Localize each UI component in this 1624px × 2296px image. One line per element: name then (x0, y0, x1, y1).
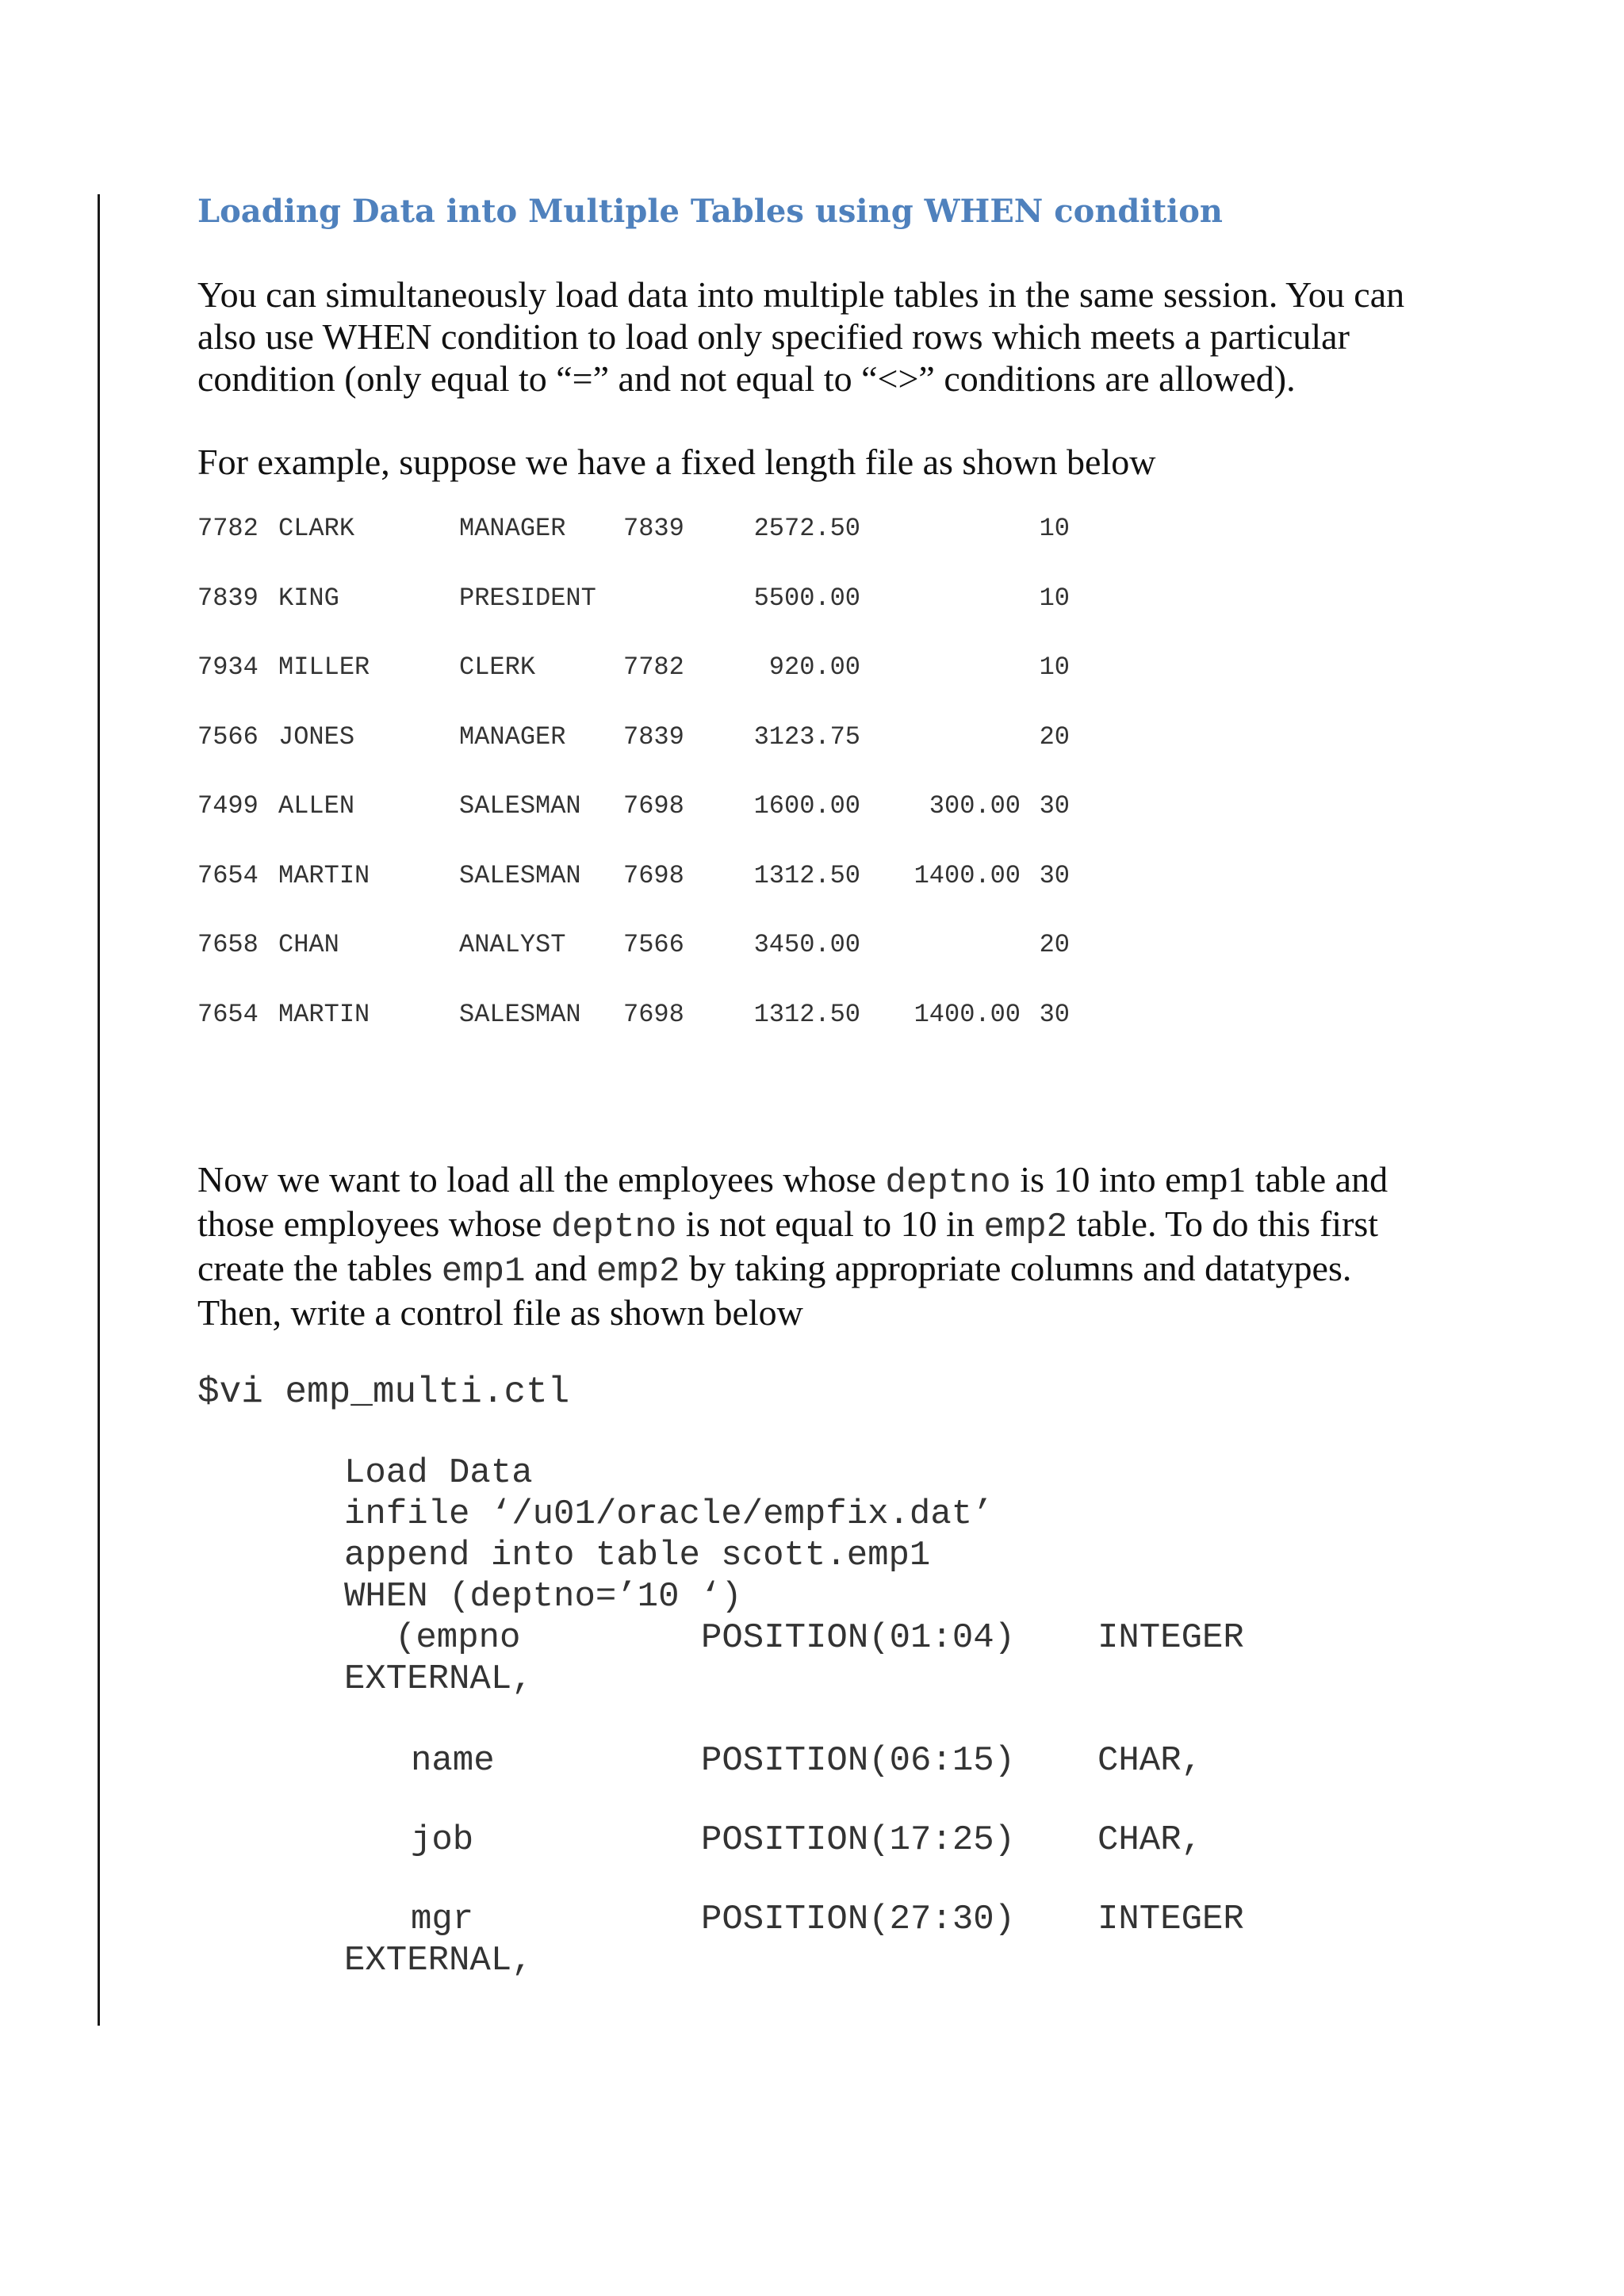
explanation-paragraph (197, 1158, 1388, 1336)
table-row (197, 930, 1070, 1000)
cell-mgr: 7698 (623, 860, 684, 890)
cell-sal: 3450.00 (753, 930, 860, 959)
ctl-field-type: CHAR, (1097, 1820, 1203, 1860)
ctl-field-name: name (411, 1741, 495, 1781)
ctl-when: WHEN (deptno=’10 ‘) (344, 1577, 742, 1617)
cell-deptno: 20 (1039, 721, 1070, 752)
cell-name: CHAN (278, 930, 339, 959)
table-row (197, 514, 1070, 584)
table-row (197, 584, 1070, 653)
cell-deptno: 20 (1039, 930, 1070, 959)
intro-line: condition (only equal to “=” and not equal to “<>” conditions are allowed). (197, 358, 1296, 399)
ctl-field-type: CHAR, (1097, 1741, 1203, 1781)
section-heading: Loading Data into Multiple Tables using WHEN condition (197, 193, 1224, 230)
cell-deptno: 30 (1039, 860, 1070, 890)
cell-deptno: 10 (1039, 652, 1070, 682)
cell-mgr: 7698 (623, 791, 684, 821)
table-row (197, 652, 1070, 722)
ctl-field-name: mgr (411, 1900, 474, 1939)
table-row (197, 722, 1070, 792)
cell-empno: 7654 (197, 999, 259, 1029)
fixed-length-file (197, 514, 1070, 1069)
intro-paragraph (197, 274, 1404, 400)
cell-deptno: 10 (1039, 583, 1070, 613)
cell-job: MANAGER (459, 514, 566, 543)
cell-mgr: 7782 (623, 652, 684, 682)
cell-empno: 7839 (197, 583, 259, 613)
cell-name: KING (278, 583, 339, 613)
cell-sal: 1312.50 (753, 860, 860, 890)
table-row (197, 791, 1070, 861)
cell-sal: 1600.00 (753, 791, 860, 821)
cell-empno: 7934 (197, 652, 259, 682)
cell-name: MILLER (278, 652, 370, 682)
cell-empno: 7654 (197, 860, 259, 890)
intro-line: also use WHEN condition to load only specified rows which meets a particular (197, 316, 1350, 357)
explanation-line: Now we want to load all the employees whose deptno is 10 into emp1 table and (197, 1159, 1388, 1203)
cell-empno: 7566 (197, 721, 259, 752)
ctl-field-name: job (411, 1820, 474, 1860)
cell-deptno: 10 (1039, 514, 1070, 543)
cell-job: SALESMAN (459, 860, 581, 890)
example-text: For example, suppose we have a fixed length file as shown below (197, 442, 1156, 482)
vi-command: $vi emp_multi.ctl (197, 1372, 570, 1413)
ctl-field-position: POSITION(17:25) (701, 1820, 1016, 1860)
cell-name: ALLEN (278, 791, 355, 821)
cell-job: CLERK (459, 652, 536, 682)
cell-comm: 300.00 (929, 791, 1021, 821)
explanation-line: those employees whose deptno is not equal to 10 in emp2 table. To do this first (197, 1203, 1379, 1247)
cell-mgr: 7839 (623, 721, 684, 752)
ctl-field-position: POSITION(01:04) (701, 1618, 1016, 1658)
cell-mgr: 7839 (623, 514, 684, 543)
cell-name: MARTIN (278, 860, 370, 890)
cell-sal: 920.00 (768, 652, 860, 682)
cell-job: SALESMAN (459, 791, 581, 821)
cell-mgr: 7566 (623, 930, 684, 959)
ctl-field-type: INTEGER (1097, 1900, 1244, 1939)
explanation-line: create the tables emp1 and emp2 by taking appropriate columns and datatypes. (197, 1248, 1352, 1292)
ctl-field-position: POSITION(06:15) (701, 1741, 1016, 1781)
cell-empno: 7499 (197, 791, 259, 821)
cell-name: JONES (278, 721, 355, 752)
cell-job: SALESMAN (459, 999, 581, 1029)
cell-comm: 1400.00 (914, 999, 1021, 1029)
intro-line: You can simultaneously load data into multiple tables in the same session. You can (197, 274, 1405, 315)
cell-name: MARTIN (278, 999, 370, 1029)
cell-deptno: 30 (1039, 999, 1070, 1029)
cell-sal: 1312.50 (753, 999, 860, 1029)
example-paragraph (197, 441, 1155, 483)
ctl-field-cont: EXTERNAL, (344, 1659, 533, 1699)
table-row (197, 861, 1070, 931)
ctl-field-position: POSITION(27:30) (701, 1900, 1016, 1939)
cell-empno: 7782 (197, 514, 259, 543)
cell-job: PRESIDENT (459, 583, 596, 613)
ctl-field-cont: EXTERNAL, (344, 1941, 533, 1980)
explanation-line: Then, write a control file as shown below (197, 1292, 803, 1333)
table-row (197, 1000, 1070, 1070)
cell-job: ANALYST (459, 930, 566, 959)
cell-sal: 3123.75 (753, 721, 860, 752)
cell-comm: 1400.00 (914, 860, 1021, 890)
cell-sal: 5500.00 (753, 583, 860, 613)
cell-job: MANAGER (459, 721, 566, 752)
cell-empno: 7658 (197, 930, 259, 959)
ctl-field-type: INTEGER (1097, 1618, 1244, 1658)
ctl-append: append into table scott.emp1 (344, 1536, 931, 1575)
cell-mgr: 7698 (623, 999, 684, 1029)
ctl-infile: infile ‘/u01/oracle/empfix.dat’ (344, 1494, 994, 1534)
ctl-field-name: (empno (395, 1618, 521, 1658)
ctl-load-data: Load Data (344, 1453, 533, 1493)
cell-sal: 2572.50 (753, 514, 860, 543)
cell-deptno: 30 (1039, 791, 1070, 821)
change-bar (98, 194, 100, 2026)
cell-name: CLARK (278, 514, 355, 543)
